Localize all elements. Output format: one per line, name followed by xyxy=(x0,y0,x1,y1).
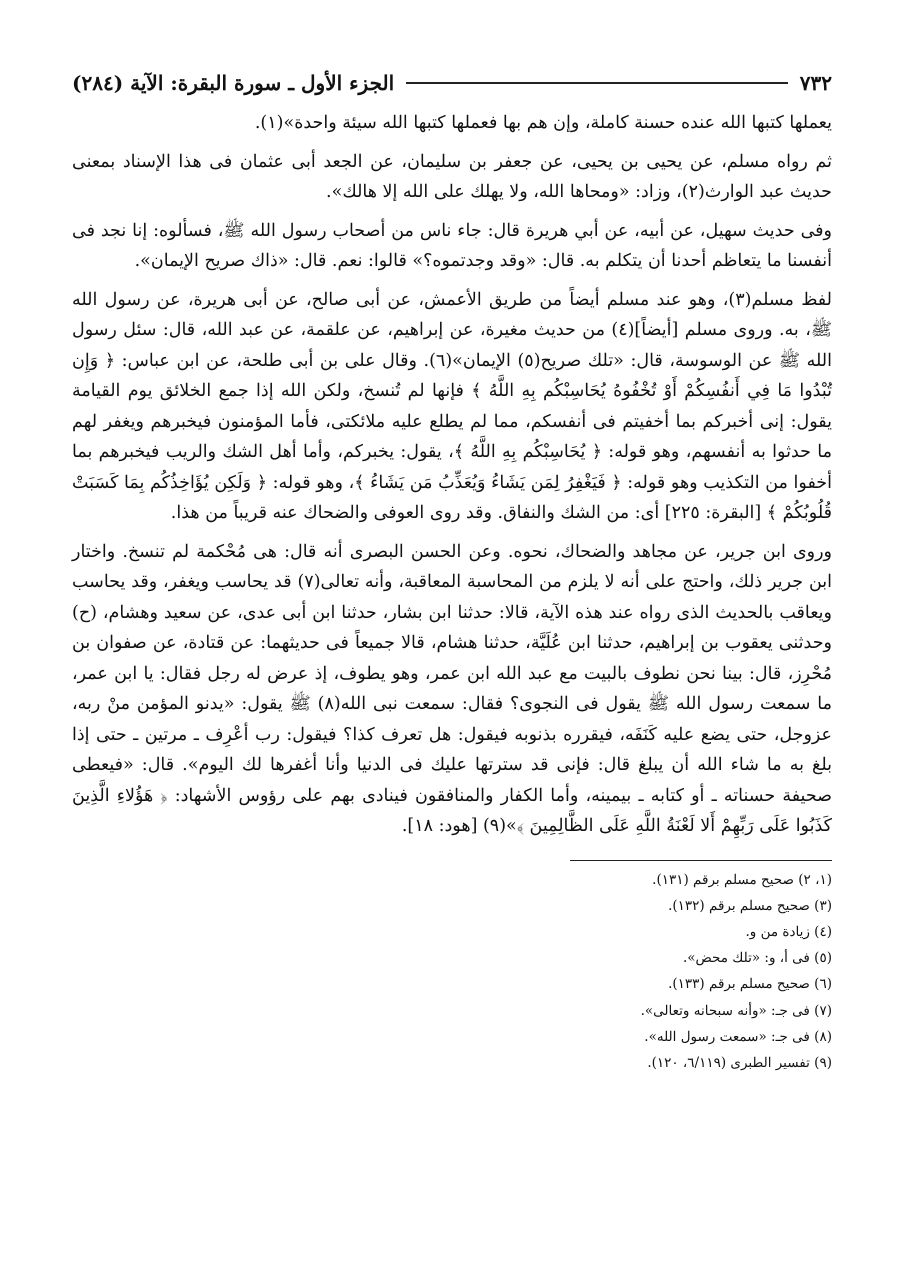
page-body xyxy=(72,108,832,842)
footnote: (٥) فى أ، و: «تلك محض». xyxy=(682,950,832,967)
footnote: (٩) تفسير الطبرى (٦/١١٩، ١٢٠). xyxy=(647,1054,832,1071)
footnote: (٤) زيادة من و. xyxy=(745,923,832,940)
paragraph: وفى حديث سهيل، عن أبيه، عن أبي هريرة قال: جاء ناس من أصحاب رسول الله ﷺ، فسألوه: إنا نجد فى أنفسنا ما يتعاظم أحدنا أن يتكلم به. قال: «وقد وجدتموه؟» قالوا: نعم. قال: «ذاك صريح الإيمان». xyxy=(72,220,832,271)
footnote: (٦) صحيح مسلم برقم (١٣٣). xyxy=(668,976,832,993)
page-number: ٧٣٢ xyxy=(799,71,832,95)
paragraph: يعملها كتبها الله عنده حسنة كاملة، وإن هم بها فعملها كتبها الله سيئة واحدة»(١). xyxy=(254,113,832,133)
footnote: (٨) فى جـ: «سمعت رسول الله». xyxy=(644,1028,832,1045)
paragraph: وروى ابن جرير، عن مجاهد والضحاك، نحوه. وعن الحسن البصرى أنه قال: هى مُحْكمة لم تنسخ. واختار ابن جرير ذلك، واحتج على أنه لا يلزم من المحاسبة المعاقبة، وأنه تعالى(٧) قد يحاسب ويغفر، وقد يحاسب ويعاقب بالحديث الذى رواه عند هذه الآية، قالا: حدثنا ابن بشار، حدثنا ابن أبى عدى، عن سعيد وهشام، (ح) وحدثنى يعقوب بن إبراهيم، حدثنا ابن عُلَيَّة، حدثنا هشام، قالا جميعاً فى حديثهما: عن قتادة، عن صفوان بن مُحْرِز، قال: بينا نحن نطوف بالبيت مع عبد الله ابن عمر، وهو يطوف، إذ عرض له رجل فقال: يا ابن عمر، ما سمعت رسول الله ﷺ يقول فى النجوى؟ فقال: سمعت نبى الله(٨) ﷺ يقول: «يدنو المؤمن منْ ربه، عزوجل، حتى يضع عليه كَنَفَه، فيقرره بذنوبه فيقول: هل تعرف كذا؟ فيقول: رب أعْرِف ـ مرتين ـ حتى إذا بلغ به ما شاء الله أن يبلغ قال: فإنى قد سترتها عليك فى الدنيا وأنا أغفرها لك اليوم». قال: «فيعطى صحيفة حسناته ـ أو كتابه ـ بيمينه، وأما الكفار والمنافقون فينادى بهم على رؤوس الأشهاد: ﴿ هَؤُلاءِ الَّذِينَ كَذَبُوا عَلَى رَبِّهِمْ أَلا لَعْنَةُ اللَّهِ عَلَى الظَّالِمِينَ ﴾»(٩) [هود: ١٨]. xyxy=(72,541,832,836)
paragraph: ثم رواه مسلم، عن يحيى بن يحيى، عن جعفر بن سليمان، عن الجعد أبى عثمان فى هذا الإسناد بمعنى حديث عبد الوارث(٢)، وزاد: «ومحاها الله، ولا يهلك على الله إلا هالك». xyxy=(72,151,832,202)
page-header xyxy=(72,66,832,100)
footnote: (٧) فى جـ: «وأنه سبحانه وتعالى». xyxy=(640,1002,832,1019)
footnote: (٣) صحيح مسلم برقم (١٣٢). xyxy=(668,897,832,914)
header-rule xyxy=(406,82,788,84)
running-title: الجزء الأول ـ سورة البقرة: الآية (٢٨٤) xyxy=(72,71,395,95)
footnotes xyxy=(72,867,832,1077)
paragraph: لفظ مسلم(٣)، وهو عند مسلم أيضاً من طريق الأعمش، عن أبى صالح، عن أبى هريرة، عن رسول الله ﷺ، به. وروى مسلم [أيضاً](٤) من حديث مغيرة، عن إبراهيم، عن علقمة، عن عبد الله، قال: سئل رسول الله ﷺ عن الوسوسة، قال: «تلك صريح(٥) الإيمان»(٦). وقال على بن أبى طلحة، عن ابن عباس: ﴿ وَإِن تُبْدُوا مَا فِي أَنفُسِكُمْ أَوْ تُخْفُوهُ يُحَاسِبْكُم بِهِ اللَّهُ ﴾ فإنها لم تُنسخ، ولكن الله إذا جمع الخلائق يوم القيامة يقول: إنى أخبركم بما أخفيتم فى أنفسكم، مما لم يطلع عليه ملائكتى، فأما المؤمنون فيخبرهم ويغفر لهم ما حدثوا به أنفسهم، وهو قوله: ﴿ يُحَاسِبْكُم بِهِ اللَّهُ ﴾، يقول: يخبركم، وأما أهل الشك والريب فيخبرهم بما أخفوا من التكذيب وهو قوله: ﴿ فَيَغْفِرُ لِمَن يَشَاءُ وَيُعَذِّبُ مَن يَشَاءُ ﴾، وهو قوله: ﴿ وَلَكِن يُؤَاخِذُكُم بِمَا كَسَبَتْ قُلُوبُكُمْ ﴾ [البقرة: ٢٢٥] أى: من الشك والنفاق. وقد روى العوفى والضحاك عنه قريباً من هذا. xyxy=(72,289,833,523)
footnote: (١، ٢) صحيح مسلم برقم (١٣١). xyxy=(652,871,832,888)
footnotes-divider xyxy=(570,860,832,861)
